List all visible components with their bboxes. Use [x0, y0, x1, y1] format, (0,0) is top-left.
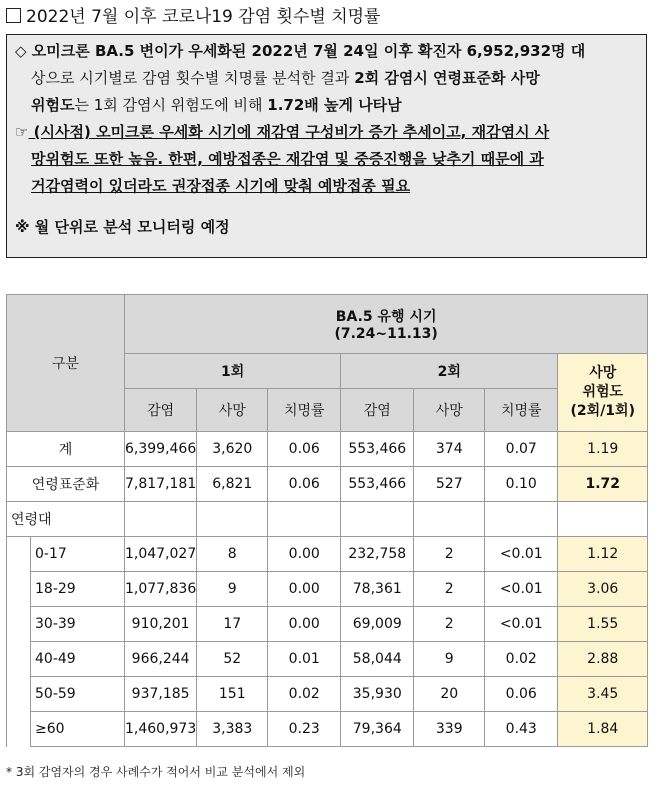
footnote: * 3회 감염자의 경우 사례수가 적어서 비교 분석에서 제외: [6, 765, 306, 779]
implication-text: (시사점) 오미크론 우세화 시기에 재감염 구성비가 증가 추세이고, 재감염시 사: [28, 123, 550, 141]
cell-r1: 0.00: [268, 607, 341, 642]
cell-c2: 35,930: [341, 677, 414, 712]
summary-text: 1.72배 높게 나타남: [267, 96, 402, 114]
header-first-infection: 1회: [125, 354, 341, 389]
cell-r2: <0.01: [485, 572, 558, 607]
table-row-age: [7, 537, 648, 572]
cell-d2: 527: [414, 467, 485, 502]
age-label: 50-59: [31, 677, 125, 712]
cell-d1: 151: [197, 677, 268, 712]
title-text: 2022년 7월 이후 코로나19 감염 횟수별 치명률: [26, 7, 381, 27]
indent-cell: [7, 712, 31, 747]
summary-text: 상으로 시기별로 감염 횟수별 치명률 분석한 결과: [31, 69, 355, 87]
cell-r2: <0.01: [485, 537, 558, 572]
cell-d2: 2: [414, 607, 485, 642]
header-death-1: 사망: [197, 389, 268, 432]
cell-c2: 58,044: [341, 642, 414, 677]
cell-c1: 7,817,181: [125, 467, 197, 502]
cell-risk: 3.06: [558, 572, 648, 607]
age-label: 40-49: [31, 642, 125, 677]
cell-c1: 1,047,027: [125, 537, 197, 572]
cell-risk: 1.72: [558, 467, 648, 502]
cell-r1: 0.00: [268, 537, 341, 572]
cell-d2: 9: [414, 642, 485, 677]
cell-r1: 0.06: [268, 467, 341, 502]
cell-d1: 3,620: [197, 432, 268, 467]
summary-line: [15, 65, 640, 92]
age-label: ≥60: [31, 712, 125, 747]
monitoring-note: [15, 214, 640, 241]
indent-cell: [7, 572, 31, 607]
indent-cell: [7, 642, 31, 677]
age-label: 0-17: [31, 537, 125, 572]
cell-risk: 2.88: [558, 642, 648, 677]
table-row-age: [7, 712, 648, 747]
header-infection-1: 감염: [125, 389, 197, 432]
indent-cell: [7, 607, 31, 642]
note-text: ※ 월 단위로 분석 모니터링 예정: [15, 218, 230, 236]
header-infection-2: 감염: [341, 389, 414, 432]
cell-c2: 232,758: [341, 537, 414, 572]
cell-c1: 1,077,836: [125, 572, 197, 607]
cell-d1: 6,821: [197, 467, 268, 502]
period-range: (7.24~11.13): [334, 326, 438, 342]
implication-line: [15, 173, 640, 200]
summary-text: 오미크론: [26, 42, 95, 60]
row-label: 연령표준화: [7, 467, 125, 502]
implication-line: [15, 146, 640, 173]
table-row-age: [7, 642, 648, 677]
pointing-hand-icon: ☞: [15, 123, 29, 141]
age-label: 18-29: [31, 572, 125, 607]
table-row-age-header: [7, 502, 648, 537]
header-death-risk: 사망 위험도 (2회/1회): [558, 354, 648, 432]
cell-risk: 1.19: [558, 432, 648, 467]
cell-r1: 0.06: [268, 432, 341, 467]
implication-text: 망위험도 또한 높음. 한편, 예방접종은 재감염 및 중증진행을 낮추기 때문에 과: [31, 150, 544, 168]
cell-d1: 17: [197, 607, 268, 642]
cell-c2: 553,466: [341, 432, 414, 467]
diamond-icon: ◇: [15, 42, 27, 60]
summary-paragraph-1: [15, 38, 640, 65]
implication-paragraph: [15, 119, 640, 146]
summary-box: [6, 34, 647, 258]
period-label: BA.5 유행 시기: [335, 309, 437, 325]
summary-line: [15, 92, 640, 119]
cell-risk: 1.84: [558, 712, 648, 747]
cell-r1: 0.23: [268, 712, 341, 747]
cell-r2: 0.06: [485, 677, 558, 712]
checkbox-square-icon: [6, 8, 21, 23]
cell-r2: 0.43: [485, 712, 558, 747]
cell-risk: 1.12: [558, 537, 648, 572]
summary-text: 위험도: [31, 96, 75, 114]
cell-d1: 3,383: [197, 712, 268, 747]
header-death-2: 사망: [414, 389, 485, 432]
cell-d2: 2: [414, 537, 485, 572]
indent-cell: [7, 677, 31, 712]
cell-d2: 339: [414, 712, 485, 747]
cell-d1: 8: [197, 537, 268, 572]
cell-d2: 374: [414, 432, 485, 467]
cell-r2: 0.02: [485, 642, 558, 677]
table-row: [7, 467, 648, 502]
table-row-age: [7, 572, 648, 607]
table-row-age: [7, 677, 648, 712]
cell-c1: 6,399,466: [125, 432, 197, 467]
age-label: 30-39: [31, 607, 125, 642]
header-period: [125, 295, 648, 354]
page-title: [6, 6, 380, 28]
cell-r2: <0.01: [485, 607, 558, 642]
cell-r2: 0.10: [485, 467, 558, 502]
cell-d2: 20: [414, 677, 485, 712]
cell-c2: 69,009: [341, 607, 414, 642]
cell-r1: 0.02: [268, 677, 341, 712]
implication-text: 거감염력이 있더라도 권장접종 시기에 맞춰 예방접종 필요: [31, 177, 411, 195]
header-group: 구분: [7, 295, 125, 432]
cell-risk: 3.45: [558, 677, 648, 712]
summary-text: BA.5 변이가 우세화된 2022년 7월 24일 이후 확진자 6,952,932명 대: [94, 42, 586, 60]
indent-cell: [7, 537, 31, 572]
cell-r1: 0.01: [268, 642, 341, 677]
row-label: 계: [7, 432, 125, 467]
cell-c2: 79,364: [341, 712, 414, 747]
cell-risk: 1.55: [558, 607, 648, 642]
cell-c1: 1,460,973: [125, 712, 197, 747]
cell-d1: 52: [197, 642, 268, 677]
cell-c2: 553,466: [341, 467, 414, 502]
header-second-infection: 2회: [341, 354, 558, 389]
age-group-label: 연령대: [7, 502, 125, 537]
cell-r2: 0.07: [485, 432, 558, 467]
cell-c2: 78,361: [341, 572, 414, 607]
cell-r1: 0.00: [268, 572, 341, 607]
table-row-age: [7, 607, 648, 642]
cell-c1: 910,201: [125, 607, 197, 642]
summary-text: 는 1회 감염시 위험도에 비해: [74, 96, 268, 114]
cell-d1: 9: [197, 572, 268, 607]
header-cfr-1: 치명률: [268, 389, 341, 432]
table-row: [7, 432, 648, 467]
fatality-table: [6, 294, 648, 747]
cell-c1: 937,185: [125, 677, 197, 712]
cell-c1: 966,244: [125, 642, 197, 677]
header-cfr-2: 치명률: [485, 389, 558, 432]
cell-d2: 2: [414, 572, 485, 607]
summary-text: 2회 감염시 연령표준화 사망: [354, 69, 540, 87]
